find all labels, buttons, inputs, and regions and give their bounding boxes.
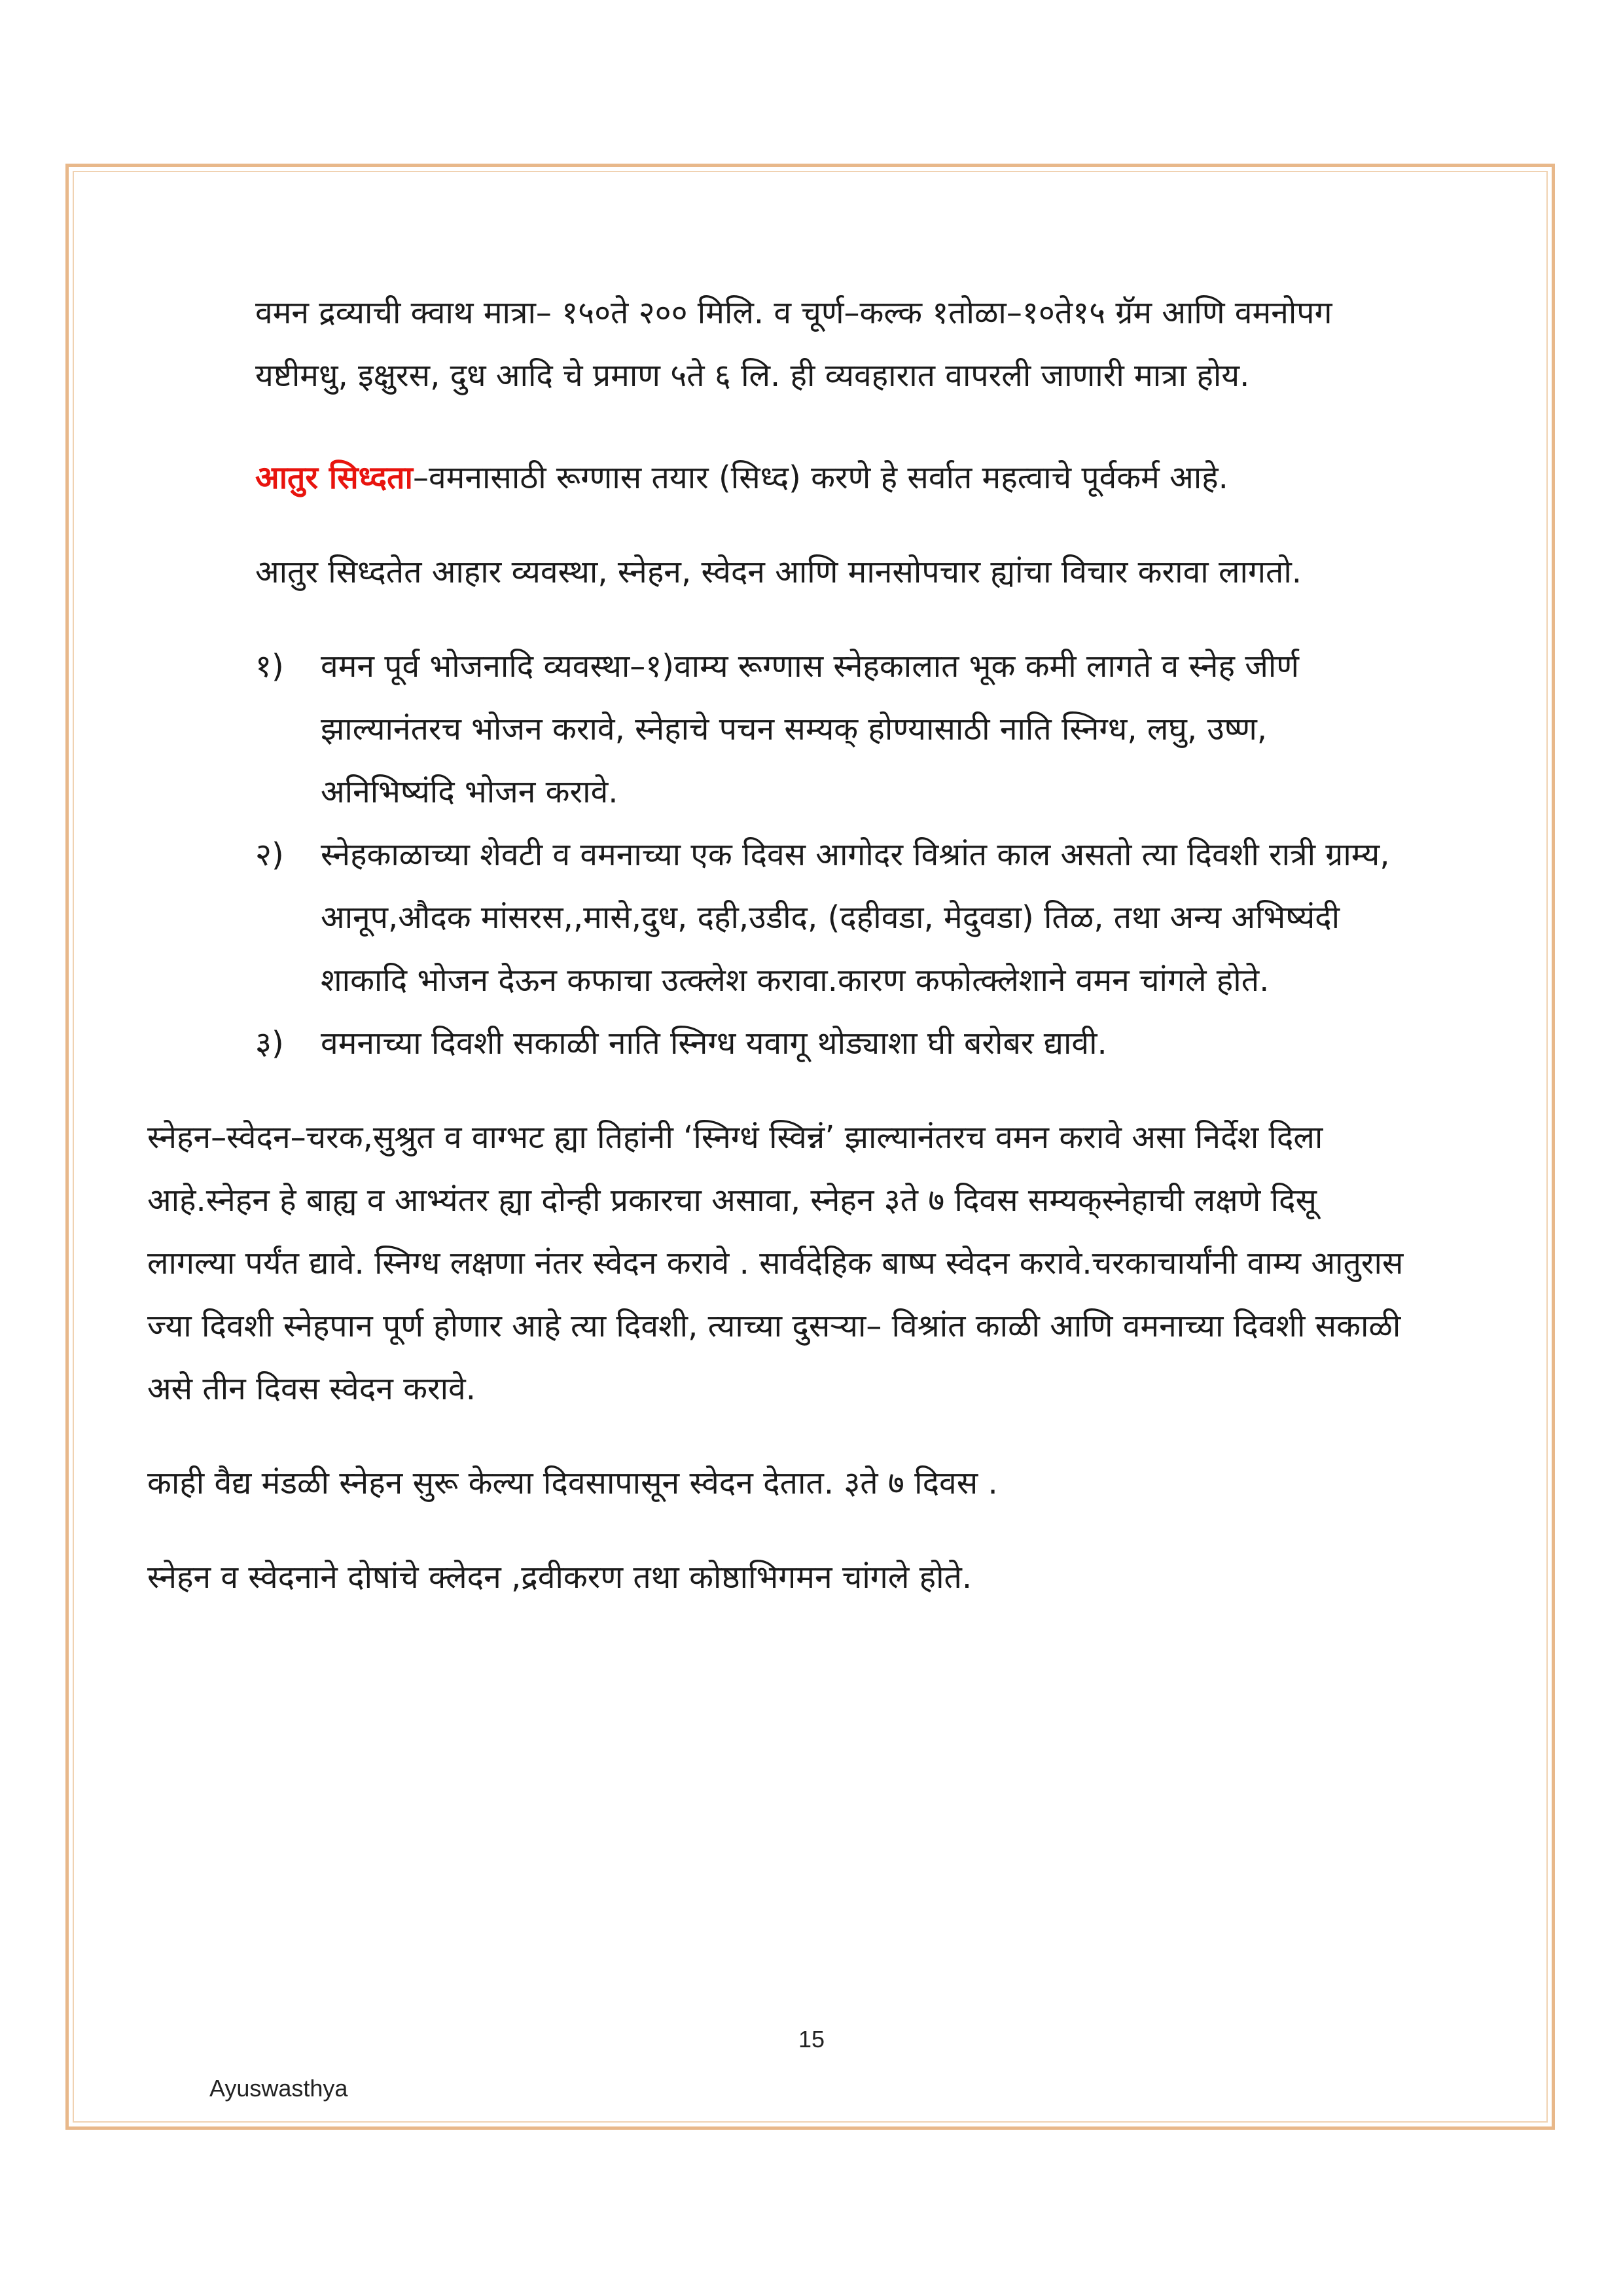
paragraph-snehan-swedan: स्नेहन–स्वेदन–चरक,सुश्रुत व वाग्भट ह्या तिहांनी ‘स्निग्धं स्विन्नं’ झाल्यानंतरच वमन करावे असा निर्देश दिला आहे.स्नेहन हे बाह्य व आभ्यंतर ह्या दोन्ही प्रकारचा असावा, स्नेहन ३ते ७ दिवस सम्यक्‌स्नेहाची लक्षणे दिसू लागल्या पर्यंत द्यावे. स्निग्ध लक्षणा नंतर स्वेदन करावे . सार्वदेहिक बाष्प स्वेदन करावे.चरकाचार्यांनी वाम्य आतुरास ज्या दिवशी स्नेहपान पूर्ण होणार आहे त्या दिवशी, त्याच्या दुसऱ्या– विश्रांत काळी आणि वमनाच्या दिवशी सकाळी असे तीन दिवस स्वेदन करावे. bbox=[147, 1119, 1404, 1407]
list-marker: ३) bbox=[255, 1025, 284, 1062]
list-item bbox=[255, 1012, 1407, 1075]
paragraph-kledan: स्नेहन व स्वेदनाने दोषांचे क्लेदन ,द्रवीकरण तथा कोष्ठाभिगमन चांगले होते. bbox=[147, 1559, 972, 1596]
heading-atur-siddhata: आतुर सिध्दता bbox=[255, 459, 413, 496]
list-item-text: वमन पूर्व भोजनादि व्यवस्था–१)वाम्य रूग्णास स्नेहकालात भूक कमी लागते व स्नेह जीर्ण झाल्यानंतरच भोजन करावे, स्नेहाचे पचन सम्यक् होण्यासाठी नाति स्निग्ध, लघु, उष्ण, अनिभिष्यंदि भोजन करावे. bbox=[321, 648, 1299, 810]
paragraph-dosage: वमन द्रव्याची क्वाथ मात्रा– १५०ते २०० मिलि. व चूर्ण–कल्क १तोळा–१०ते१५ ग्रॅम आणि वमनोपग यष्टीमधु, इक्षुरस, दुध आदि चे प्रमाण ५ते ६ लि. ही व्यवहारात वापरली जाणारी मात्रा होय. bbox=[255, 295, 1332, 394]
numbered-list bbox=[209, 635, 1407, 1075]
paragraph-atur-siddhata-body: –वमनासाठी रूग्णास तयार (सिध्द) करणे हे सर्वात महत्वाचे पूर्वकर्म आहे. bbox=[412, 459, 1228, 496]
list-item-text: वमनाच्या दिवशी सकाळी नाति स्निग्ध यवागू थोड्याशा घी बरोबर द्यावी. bbox=[321, 1025, 1107, 1062]
list-item bbox=[255, 635, 1407, 823]
paragraph-preparation: आतुर सिध्दतेत आहार व्यवस्था, स्नेहन, स्वेदन आणि मानसोपचार ह्यांचा विचार करावा लागतो. bbox=[255, 554, 1302, 590]
list-item-text: स्नेहकाळाच्या शेवटी व वमनाच्या एक दिवस आगोदर विश्रांत काल असतो त्या दिवशी रात्री ग्राम्य, आनूप,औदक मांसरस,,मासे,दुध, दही,उडीद, (दहीवडा, मेदुवडा) तिळ, तथा अन्य अभिष्यंदी शाकादि भोजन देऊन कफाचा उत्क्लेश करावा.कारण कफोत्क्लेशाने वमन चांगले होते. bbox=[321, 836, 1390, 999]
paragraph-vaidya: काही वैद्य मंडळी स्नेहन सुरू केल्या दिवसापासून स्वेदन देतात. ३ते ७ दिवस . bbox=[147, 1465, 998, 1501]
list-item bbox=[255, 823, 1407, 1012]
page-number: 15 bbox=[798, 2026, 825, 2053]
paragraph-atur-siddhata bbox=[209, 446, 1407, 509]
list-marker: १) bbox=[255, 648, 284, 685]
list-marker: २) bbox=[255, 836, 284, 873]
footer-brand: Ayuswasthya bbox=[209, 2075, 348, 2102]
document-body bbox=[147, 281, 1407, 1609]
